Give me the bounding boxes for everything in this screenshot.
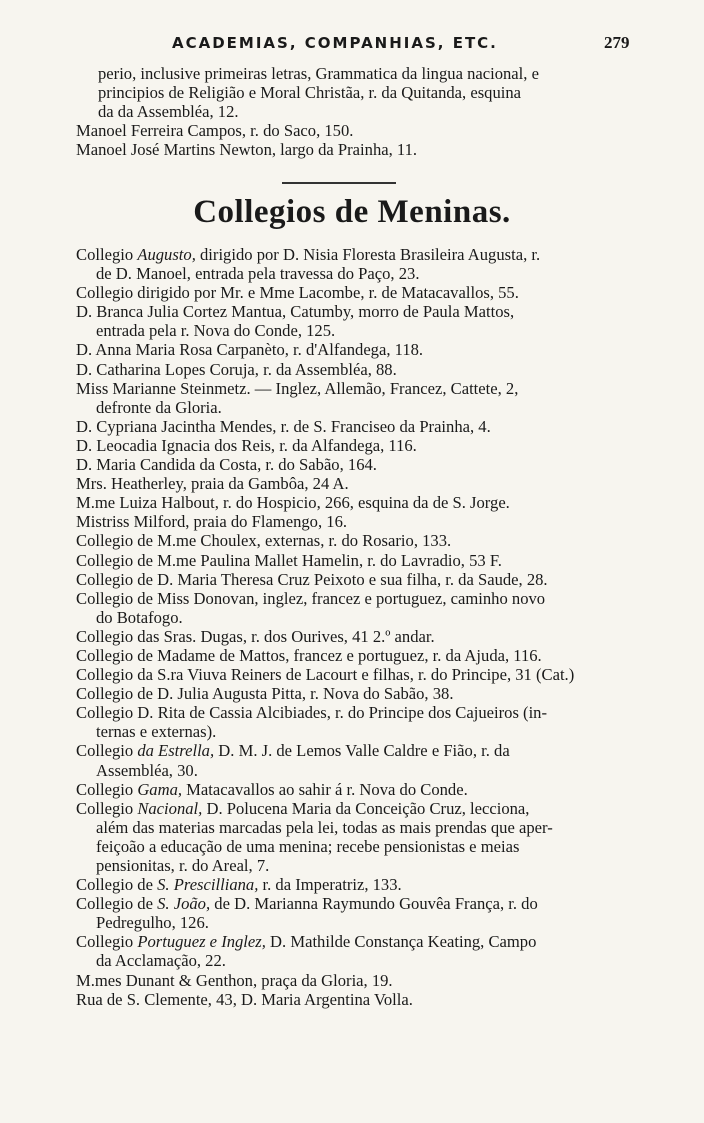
- entry-text: Collegio de M.me Choulex, externas, r. do Rosario, 133.: [76, 531, 452, 551]
- directory-entry: [76, 245, 656, 283]
- entry-first-line: [76, 894, 656, 913]
- continuation-line: principios de Religião e Moral Christãa, r. da Quitanda, esquina: [98, 83, 522, 103]
- directory-entry: [76, 360, 656, 379]
- entry-first-line: [76, 741, 656, 760]
- entry-first-line: [76, 570, 656, 589]
- entry-first-line: [76, 512, 656, 531]
- entry-text: Collegio D. Rita de Cassia Alcibiades, r. do Principe dos Cajueiros (in-: [76, 703, 548, 723]
- entry-text: Collegio: [76, 932, 138, 952]
- entry-text: Collegio de D. Julia Augusta Pitta, r. Nova do Sabão, 38.: [76, 684, 454, 704]
- entry-text: Collegio de Madame de Mattos, francez e portuguez, r. da Ajuda, 116.: [76, 645, 542, 665]
- directory-entry: [76, 665, 656, 684]
- continuation-line: da da Assembléa, 12.: [98, 102, 239, 122]
- entry-continuation-line: do Botafogo.: [96, 607, 183, 627]
- entry-first-line: [76, 436, 656, 455]
- directory-entry: [76, 703, 656, 741]
- entry-text: Mistriss Milford, praia do Flamengo, 16.: [76, 512, 348, 532]
- directory-entry: [76, 894, 656, 932]
- entry-first-line: [76, 665, 656, 684]
- entry-continuation-line: de D. Manoel, entrada pela travessa do Paço, 23.: [96, 264, 420, 284]
- entry-text: Collegio: [76, 245, 138, 264]
- directory-entry: [76, 741, 656, 779]
- entry-text: Collegio dirigido por Mr. e Mme Lacombe, r. de Matacavallos, 55.: [76, 283, 519, 303]
- entry-first-line: [76, 971, 656, 990]
- entry-text: Collegio de Miss Donovan, inglez, francez e portuguez, caminho novo: [76, 588, 546, 608]
- directory-entry: [76, 799, 656, 875]
- entry-first-line: [76, 360, 656, 379]
- entry-text: M.me Luiza Halbout, r. do Hospicio, 266, esquina da de S. Jorge.: [76, 493, 510, 513]
- directory-entry: [76, 531, 656, 550]
- entry-first-line: [76, 302, 656, 321]
- entry-first-line: [76, 379, 656, 398]
- entry-text: Collegio da S.ra Viuva Reiners de Lacourt e filhas, r. do Principe, 31 (Cat.): [76, 665, 575, 685]
- directory-entry: [76, 302, 656, 340]
- directory-entry: [76, 340, 656, 359]
- directory-entry: [76, 875, 656, 894]
- continuation-block: [76, 64, 656, 159]
- entry-italic-name: Gama,: [137, 779, 183, 799]
- entry-first-line: [76, 799, 656, 818]
- entry-first-line: [76, 703, 656, 722]
- entry-text: Collegio: [76, 779, 138, 799]
- entry-first-line: [76, 932, 656, 951]
- directory-entry: [76, 990, 656, 1009]
- entry-first-line: [76, 531, 656, 550]
- entry-continuation-line: entrada pela r. Nova do Conde, 125.: [96, 321, 336, 341]
- entry-text: D. Anna Maria Rosa Carpanèto, r. d'Alfandega, 118.: [76, 340, 424, 360]
- entry-first-line: [76, 990, 656, 1009]
- entry-italic-name: S. João,: [157, 894, 211, 914]
- page-number: 279: [604, 33, 630, 52]
- entry-text: Collegio de: [76, 875, 158, 895]
- entry-text-continued: Matacavallos ao sahir á r. Nova do Conde.: [182, 779, 468, 799]
- entry-first-line: [76, 627, 656, 646]
- directory-entry: [76, 589, 656, 627]
- continuation-line: Manoel Ferreira Campos, r. do Saco, 150.: [76, 121, 354, 141]
- directory-entry: [76, 684, 656, 703]
- entries-list: [76, 245, 656, 1009]
- entry-text: Rua de S. Clemente, 43, D. Maria Argentina Volla.: [76, 989, 413, 1009]
- directory-entry: [76, 512, 656, 531]
- entry-text-continued: D. Polucena Maria da Conceição Cruz, lecciona,: [202, 798, 530, 818]
- entry-continuation-line: ternas e externas).: [96, 722, 217, 742]
- directory-entry: [76, 283, 656, 302]
- entry-first-line: [76, 646, 656, 665]
- section-divider: [282, 182, 396, 184]
- entry-text: Collegio de M.me Paulina Mallet Hamelin, r. do Lavradio, 53 F.: [76, 550, 502, 570]
- entry-first-line: [76, 780, 656, 799]
- directory-entry: [76, 493, 656, 512]
- section-title: Collegios de Meninas.: [193, 194, 511, 230]
- entry-text: D. Branca Julia Cortez Mantua, Catumby, morro de Paula Mattos,: [76, 302, 515, 322]
- entry-text-continued: D. Mathilde Constança Keating, Campo: [265, 932, 537, 952]
- entry-text: Mrs. Heatherley, praia da Gambôa, 24 A.: [76, 474, 349, 494]
- entry-first-line: [76, 474, 656, 493]
- entry-continuation-line: além das materias marcadas pela lei, todas as mais prendas que aper-: [96, 817, 553, 837]
- entry-first-line: [76, 417, 656, 436]
- directory-entry: [76, 780, 656, 799]
- entry-italic-name: da Estrella,: [137, 741, 215, 761]
- directory-entry: [76, 474, 656, 493]
- entry-italic-name: Nacional,: [137, 798, 203, 818]
- entry-text-continued: D. M. J. de Lemos Valle Caldre e Fião, r. da: [214, 741, 510, 761]
- entry-first-line: [76, 875, 656, 894]
- entry-italic-name: Portuguez e Inglez,: [137, 932, 266, 952]
- entry-text: D. Leocadia Ignacia dos Reis, r. da Alfandega, 116.: [76, 435, 417, 455]
- running-header: [0, 32, 704, 58]
- entry-text-continued: de D. Marianna Raymundo Gouvêa França, r. do: [210, 894, 538, 914]
- directory-entry: [76, 379, 656, 417]
- entry-italic-name: Augusto,: [137, 245, 196, 264]
- directory-entry: [76, 627, 656, 646]
- entry-text-continued: dirigido por D. Nisia Floresta Brasileira Augusta, r.: [195, 245, 541, 264]
- directory-entry: [76, 646, 656, 665]
- entry-text: Collegio de D. Maria Theresa Cruz Peixoto e sua filha, r. da Saude, 28.: [76, 569, 548, 589]
- entry-first-line: [76, 340, 656, 359]
- entry-text-continued: r. da Imperatriz, 133.: [258, 875, 402, 895]
- directory-entry: [76, 551, 656, 570]
- entry-first-line: [76, 589, 656, 608]
- running-title: ACADEMIAS, COMPANHIAS, ETC.: [172, 34, 498, 52]
- entry-text: Collegio de: [76, 894, 158, 914]
- directory-entry: [76, 417, 656, 436]
- entry-first-line: [76, 551, 656, 570]
- entry-text: D. Catharina Lopes Coruja, r. da Assembléa, 88.: [76, 359, 397, 379]
- entry-text: Collegio: [76, 798, 138, 818]
- entry-continuation-line: da Acclamação, 22.: [96, 951, 226, 971]
- continuation-line: Manoel José Martins Newton, largo da Prainha, 11.: [76, 140, 418, 160]
- directory-entry: [76, 932, 656, 970]
- directory-entry: [76, 971, 656, 990]
- entry-first-line: [76, 493, 656, 512]
- entry-text: Collegio: [76, 741, 138, 761]
- entry-continuation-line: feiçoão a educação de uma menina; recebe pensionistas e meias: [96, 836, 520, 856]
- entry-text: D. Maria Candida da Costa, r. do Sabão, 164.: [76, 455, 377, 475]
- entry-first-line: [76, 245, 656, 264]
- entry-text: Collegio das Sras. Dugas, r. dos Ourives, 41 2.º andar.: [76, 626, 435, 646]
- directory-entry: [76, 570, 656, 589]
- entry-continuation-line: Pedregulho, 126.: [96, 913, 209, 933]
- directory-entry: [76, 436, 656, 455]
- entry-text: D. Cypriana Jacintha Mendes, r. de S. Franciseo da Prainha, 4.: [76, 416, 491, 436]
- entry-italic-name: S. Prescilliana,: [157, 875, 259, 895]
- entry-first-line: [76, 283, 656, 302]
- entry-text: Miss Marianne Steinmetz. — Inglez, Allemão, Francez, Cattete, 2,: [76, 378, 519, 398]
- entry-first-line: [76, 455, 656, 474]
- entry-first-line: [76, 684, 656, 703]
- entry-continuation-line: defronte da Gloria.: [96, 397, 222, 417]
- entry-text: M.mes Dunant & Genthon, praça da Gloria, 19.: [76, 970, 393, 990]
- entry-continuation-line: pensionitas, r. do Areal, 7.: [96, 856, 270, 875]
- continuation-line: perio, inclusive primeiras letras, Grammatica da lingua nacional, e: [98, 64, 539, 83]
- entry-continuation-line: Assembléa, 30.: [96, 760, 198, 780]
- directory-entry: [76, 455, 656, 474]
